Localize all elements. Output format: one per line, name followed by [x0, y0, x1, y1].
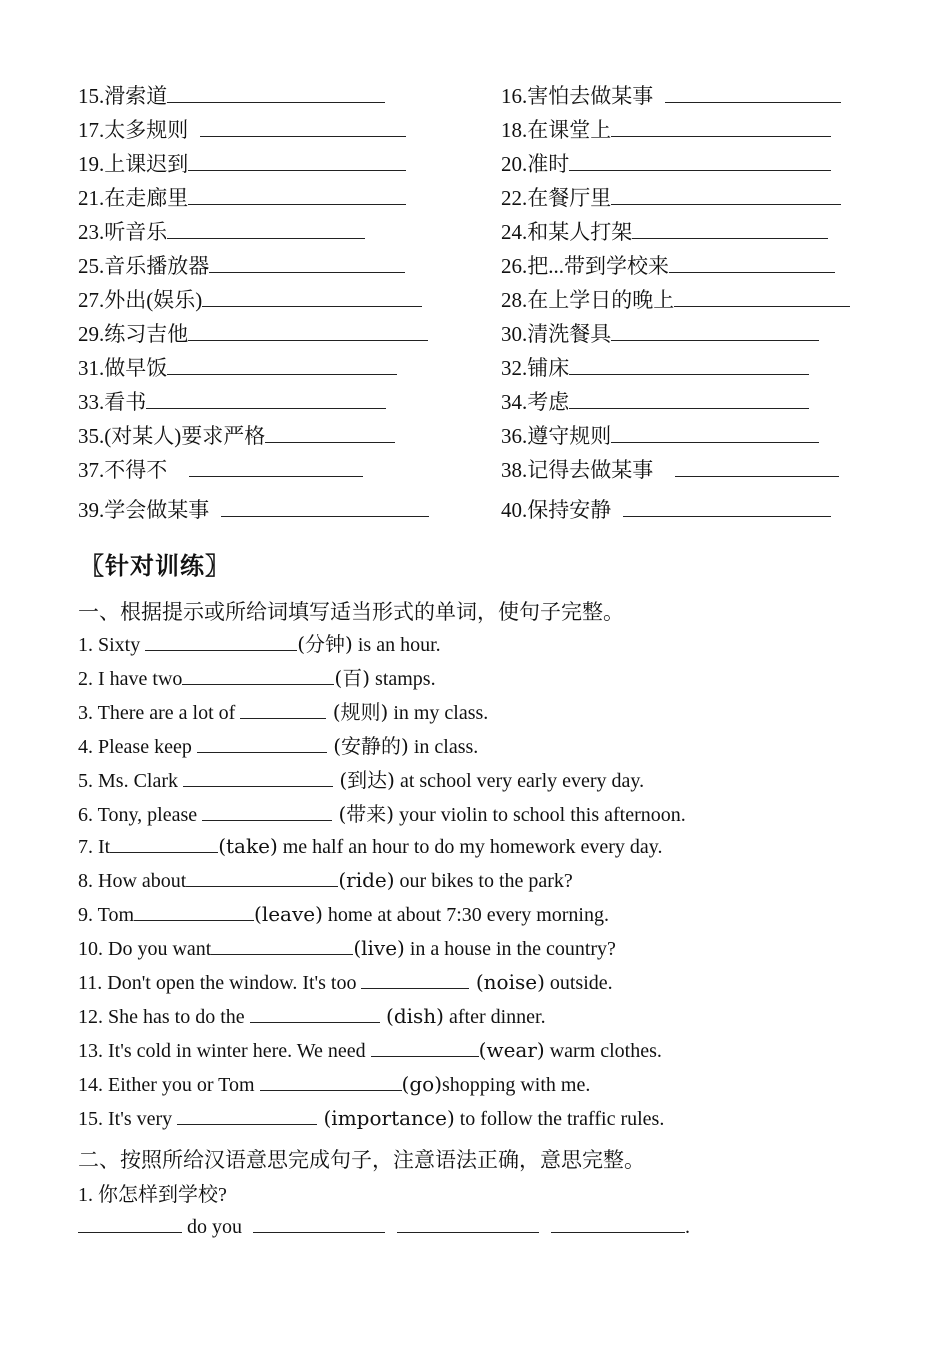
- item-text: 把...带到学校来: [527, 254, 669, 278]
- answer-blank[interactable]: [202, 800, 332, 821]
- item-text: 和某人打架: [527, 220, 633, 244]
- vocab-item: [501, 148, 831, 178]
- sentence-end: our bikes to the park?: [394, 870, 573, 892]
- sentence-end: home at about 7:30 every morning.: [322, 904, 609, 926]
- vocab-item: [501, 318, 819, 348]
- item-text: 在课堂上: [527, 118, 612, 142]
- item-number: 24.: [501, 220, 528, 244]
- item-text: 上课迟到: [104, 152, 189, 176]
- item-number: 20.: [501, 152, 528, 176]
- vocab-row: [78, 250, 878, 280]
- item-text: 在餐厅里: [527, 186, 612, 210]
- hint: (live): [353, 936, 405, 960]
- item-text: 记得去做某事: [527, 458, 654, 482]
- answer-blank[interactable]: [361, 968, 469, 989]
- vocab-row: [78, 182, 878, 212]
- vocab-item: [78, 352, 397, 382]
- item-number: 32.: [501, 356, 528, 380]
- vocab-item: [501, 494, 831, 524]
- hint: (安静的): [326, 734, 409, 758]
- answer-blank[interactable]: [110, 832, 218, 853]
- sentence-start: 12. She has to do the: [78, 1006, 250, 1028]
- sentence-end: in a house in the country?: [404, 938, 616, 960]
- item-text: 不得不: [104, 458, 168, 482]
- vocab-item: [501, 80, 841, 110]
- item-number: 36.: [501, 424, 528, 448]
- sentence-start: 6. Tony, please: [78, 804, 203, 826]
- answer-blank[interactable]: [250, 1002, 380, 1023]
- sentence-end: after dinner.: [443, 1006, 546, 1028]
- exercise-item: [78, 1070, 590, 1100]
- answer-blank[interactable]: [265, 422, 395, 443]
- answer-blank[interactable]: [611, 320, 819, 341]
- item-number: 34.: [501, 390, 528, 414]
- exercise-item: [78, 900, 609, 930]
- sentence-start: 14. Either you or Tom: [78, 1074, 260, 1096]
- hint: (dish): [379, 1004, 444, 1028]
- sentence-end: warm clothes.: [544, 1040, 662, 1062]
- item-number: 26.: [501, 254, 528, 278]
- vocab-item: [78, 454, 363, 484]
- sentence-end: in class.: [408, 736, 479, 758]
- answer-blank[interactable]: [611, 422, 819, 443]
- answer-blank[interactable]: [611, 116, 831, 137]
- answer-blank[interactable]: [221, 496, 429, 517]
- vocab-row: [78, 216, 878, 246]
- item-number: 16.: [501, 84, 528, 108]
- answer-blank[interactable]: [167, 218, 365, 239]
- answer-blank[interactable]: [253, 1212, 385, 1233]
- answer-blank[interactable]: [211, 934, 353, 955]
- item-number: 27.: [78, 288, 105, 312]
- exercise-item: [78, 934, 616, 964]
- exercise-item: [78, 866, 573, 896]
- answer-blank[interactable]: [183, 766, 333, 787]
- sentence-start: 3. There are a lot of: [78, 702, 241, 724]
- answer-blank[interactable]: [632, 218, 828, 239]
- item-number: 35.: [78, 424, 105, 448]
- item-text: 保持安静: [527, 498, 612, 522]
- part1-instruction: 一、根据提示或所给词填写适当形式的单词，使句子完整。: [78, 600, 624, 624]
- hint: (go): [401, 1072, 442, 1096]
- answer-end: .: [685, 1216, 690, 1238]
- vocab-item: [78, 216, 365, 246]
- answer-blank[interactable]: [551, 1212, 685, 1233]
- sentence-start: 9. Tom: [78, 904, 135, 926]
- sentence-start: 13. It's cold in winter here. We need: [78, 1040, 371, 1062]
- item-number: 22.: [501, 186, 528, 210]
- item-text: 在走廊里: [104, 186, 189, 210]
- sentence-start: 8. How about: [78, 870, 187, 892]
- item-number: 29.: [78, 322, 105, 346]
- answer-blank[interactable]: [202, 286, 422, 307]
- section-title: 〖针对训练〗: [80, 552, 230, 580]
- sentence-end: is an hour.: [352, 634, 441, 656]
- vocab-item: [501, 182, 841, 212]
- item-number: 33.: [78, 390, 105, 414]
- answer-blank[interactable]: [569, 354, 809, 375]
- item-number: 40.: [501, 498, 528, 522]
- vocab-item: [501, 386, 809, 416]
- vocab-item: [78, 386, 386, 416]
- answer-blank[interactable]: [674, 286, 850, 307]
- answer-blank[interactable]: [665, 82, 841, 103]
- answer-blank[interactable]: [188, 150, 406, 171]
- answer-blank[interactable]: [675, 456, 839, 477]
- sentence-start: 7. It: [78, 836, 111, 858]
- answer-blank[interactable]: [146, 388, 386, 409]
- item-text: 在上学日的晚上: [527, 288, 675, 312]
- vocab-row: [78, 114, 878, 144]
- vocab-item: [78, 182, 406, 212]
- item-text: 做早饭: [104, 356, 168, 380]
- sentence-start: 10. Do you want: [78, 938, 212, 960]
- answer-blank[interactable]: [167, 82, 385, 103]
- vocab-row: [78, 352, 878, 382]
- answer-text: do you: [182, 1216, 247, 1238]
- sentence-end: to follow the traffic rules.: [454, 1108, 665, 1130]
- answer-blank[interactable]: [397, 1212, 539, 1233]
- vocab-item: [78, 284, 422, 314]
- vocab-item: [501, 250, 835, 280]
- item-text: (对某人)要求严格: [104, 424, 266, 448]
- part2-instruction: 二、按照所给汉语意思完成句子，注意语法正确，意思完整。: [78, 1148, 645, 1172]
- item-text: 准时: [527, 152, 570, 176]
- sentence-end: me half an hour to do my homework every day.: [277, 836, 663, 858]
- item-text: 铺床: [527, 356, 570, 380]
- hint: (百): [334, 666, 371, 690]
- answer-blank[interactable]: [182, 664, 334, 685]
- exercise-item: [78, 1104, 664, 1134]
- answer-blank[interactable]: [569, 388, 809, 409]
- answer-blank[interactable]: [260, 1070, 402, 1091]
- hint: (noise): [469, 970, 545, 994]
- item-number: 39.: [78, 498, 105, 522]
- vocab-item: [78, 250, 405, 280]
- item-text: 音乐播放器: [104, 254, 210, 278]
- answer-blank[interactable]: [197, 732, 327, 753]
- vocab-item: [501, 216, 828, 246]
- vocab-item: [78, 494, 429, 524]
- vocab-item: [78, 80, 385, 110]
- vocab-item: [78, 318, 428, 348]
- answer-blank[interactable]: [611, 184, 841, 205]
- vocab-item: [501, 114, 831, 144]
- answer-blank[interactable]: [78, 1212, 182, 1233]
- hint: (importance): [317, 1106, 455, 1130]
- hint: (take): [218, 834, 278, 858]
- item-number: 25.: [78, 254, 105, 278]
- vocab-row: [78, 318, 878, 348]
- item-text: 看书: [104, 390, 147, 414]
- answer-blank[interactable]: [167, 354, 397, 375]
- exercise-item: [78, 798, 686, 828]
- hint: (分钟): [297, 632, 353, 656]
- exercise-item: [78, 696, 488, 726]
- item-text: 滑索道: [104, 84, 168, 108]
- exercise-item: [78, 730, 478, 760]
- sentence-end: at school very early every day.: [394, 770, 645, 792]
- vocab-item: [78, 148, 406, 178]
- item-text: 清洗餐具: [527, 322, 612, 346]
- item-text: 练习吉他: [104, 322, 189, 346]
- exercise-item: [78, 1036, 662, 1066]
- item-text: 外出(娱乐): [104, 288, 203, 312]
- sentence-start: 2. I have two: [78, 668, 183, 690]
- sentence-end: your violin to school this afternoon.: [394, 804, 686, 826]
- answer-blank[interactable]: [186, 866, 338, 887]
- vocab-row: [78, 148, 878, 178]
- answer-blank[interactable]: [188, 320, 428, 341]
- exercise-item: [78, 764, 644, 794]
- hint: (leave): [254, 902, 323, 926]
- sentence-start: 11. Don't open the window. It's too: [78, 972, 362, 994]
- item-number: 18.: [501, 118, 528, 142]
- answer-blank[interactable]: [188, 184, 406, 205]
- hint: (规则): [326, 700, 389, 724]
- item-text: 考虑: [527, 390, 570, 414]
- exercise-item: [78, 968, 613, 998]
- item-number: 30.: [501, 322, 528, 346]
- vocab-row: [78, 420, 878, 450]
- answer-blank[interactable]: [145, 630, 297, 651]
- exercise-item: [78, 662, 436, 692]
- sentence-end: in my class.: [388, 702, 489, 724]
- answer-blank[interactable]: [189, 456, 363, 477]
- vocab-item: [78, 114, 406, 144]
- part2-question-1: 1. 你怎样到学校?: [78, 1184, 227, 1206]
- item-number: 28.: [501, 288, 528, 312]
- item-number: 23.: [78, 220, 105, 244]
- vocab-row: [78, 494, 878, 524]
- vocab-row: [78, 386, 878, 416]
- sentence-start: 15. It's very: [78, 1108, 178, 1130]
- hint: (带来): [332, 802, 395, 826]
- vocab-item: [78, 420, 395, 450]
- answer-blank[interactable]: [134, 900, 254, 921]
- vocab-item: [501, 420, 819, 450]
- item-number: 37.: [78, 458, 105, 482]
- vocab-row: [78, 284, 878, 314]
- vocab-item: [501, 284, 850, 314]
- item-text: 学会做某事: [104, 498, 210, 522]
- item-number: 31.: [78, 356, 105, 380]
- vocab-item: [501, 352, 809, 382]
- answer-blank[interactable]: [669, 252, 835, 273]
- item-number: 17.: [78, 118, 105, 142]
- item-text: 听音乐: [104, 220, 168, 244]
- part2-answer-line: [78, 1212, 690, 1239]
- sentence-end: stamps.: [370, 668, 436, 690]
- sentence-start: 5. Ms. Clark: [78, 770, 183, 792]
- answer-blank[interactable]: [623, 496, 831, 517]
- item-number: 21.: [78, 186, 105, 210]
- vocab-row: [78, 80, 878, 110]
- exercise-item: [78, 832, 662, 862]
- answer-blank[interactable]: [209, 252, 405, 273]
- item-number: 19.: [78, 152, 105, 176]
- hint: (ride): [338, 868, 395, 892]
- vocab-row: [78, 454, 878, 484]
- sentence-end: outside.: [544, 972, 613, 994]
- item-text: 遵守规则: [527, 424, 612, 448]
- answer-blank[interactable]: [371, 1036, 479, 1057]
- hint: (wear): [478, 1038, 545, 1062]
- item-number: 15.: [78, 84, 105, 108]
- vocab-item: [501, 454, 839, 484]
- hint: (到达): [333, 768, 395, 792]
- sentence-start: 4. Please keep: [78, 736, 197, 758]
- answer-blank[interactable]: [177, 1104, 317, 1125]
- item-number: 38.: [501, 458, 528, 482]
- answer-blank[interactable]: [240, 698, 326, 719]
- exercise-item: [78, 1002, 546, 1032]
- answer-blank[interactable]: [569, 150, 831, 171]
- answer-blank[interactable]: [200, 116, 406, 137]
- sentence-end: shopping with me.: [442, 1074, 591, 1096]
- exercise-item: [78, 628, 441, 658]
- sentence-start: 1. Sixty: [78, 634, 146, 656]
- item-text: 害怕去做某事: [527, 84, 654, 108]
- item-text: 太多规则: [104, 118, 189, 142]
